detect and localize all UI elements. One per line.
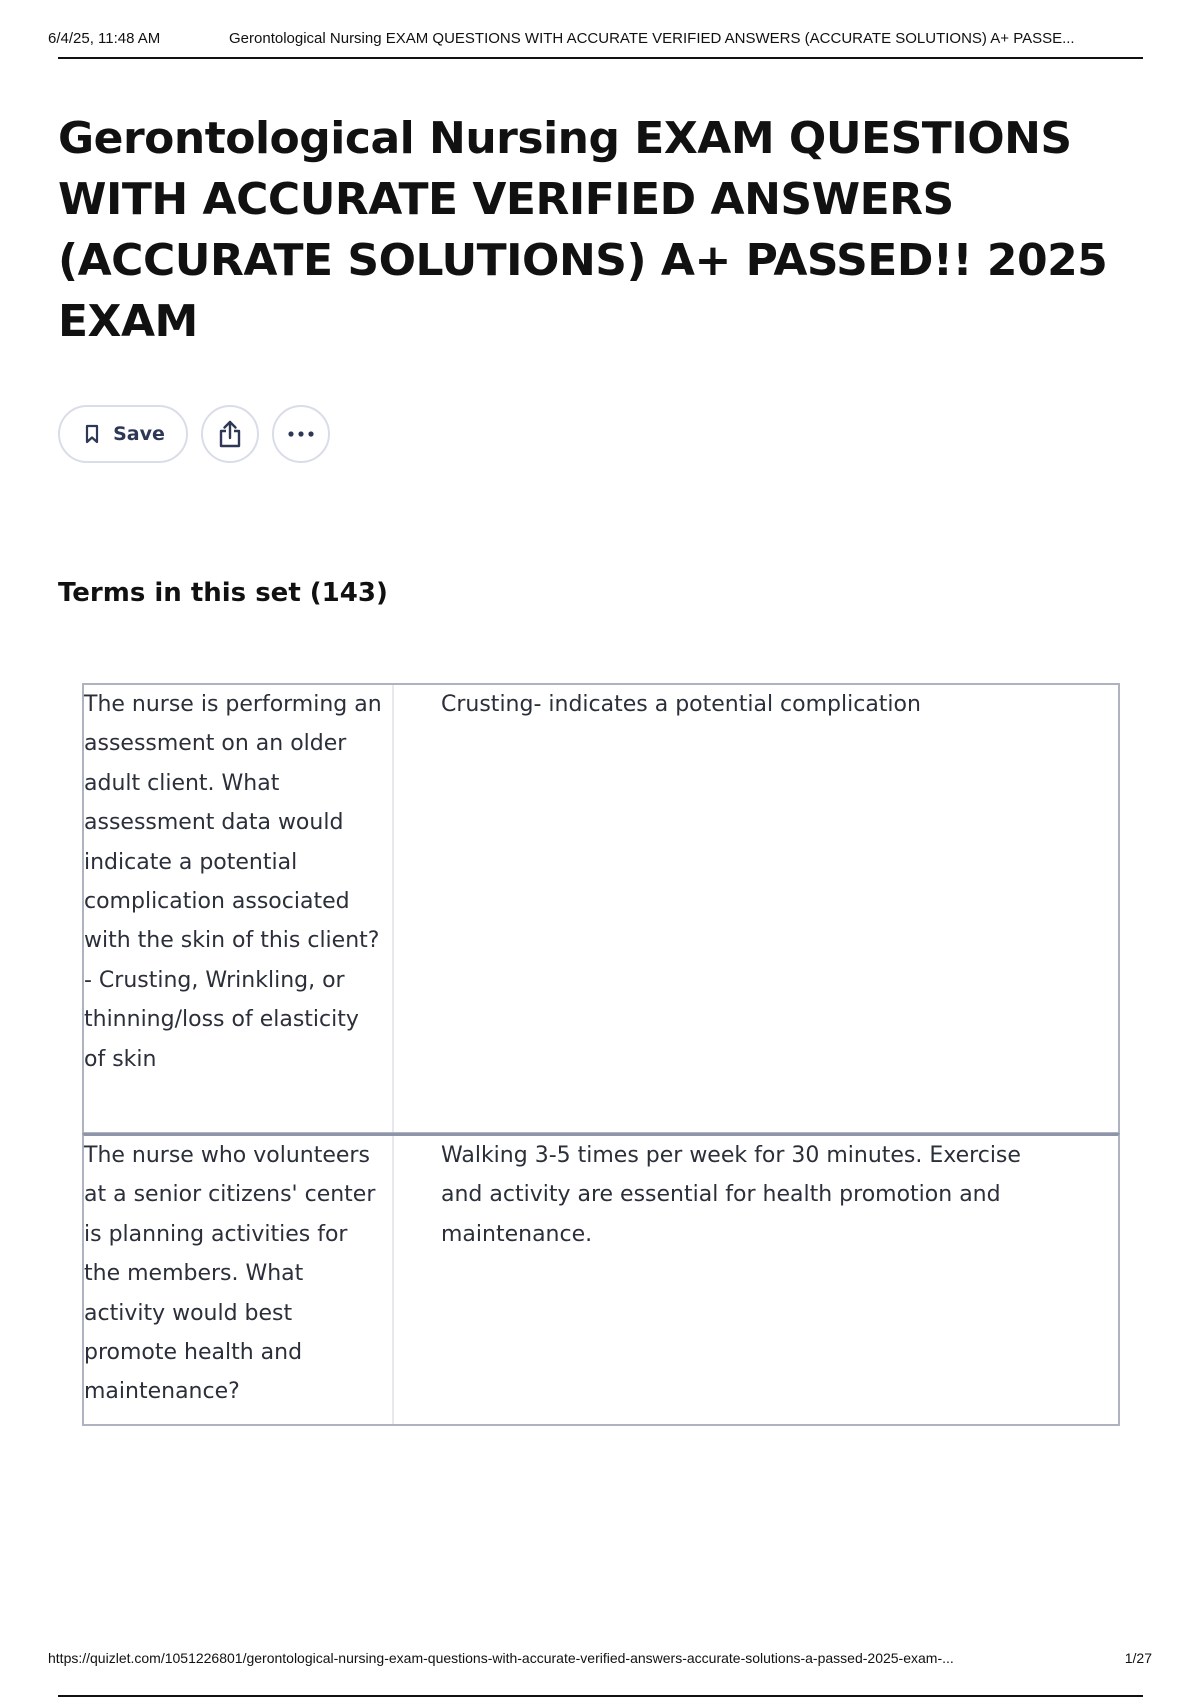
header-divider	[58, 57, 1143, 59]
term-question: The nurse who volunteers at a senior citizens' center is planning activities for the members. What activity would best promote health and maintenance?	[84, 1136, 394, 1424]
terms-list	[82, 683, 1120, 1426]
term-card	[82, 683, 1120, 1134]
set-actions-toolbar	[58, 405, 330, 463]
page-number: 1/27	[1124, 1650, 1152, 1666]
more-options-button[interactable]	[272, 405, 330, 463]
print-header	[48, 28, 1152, 50]
save-button[interactable]	[58, 405, 188, 463]
more-options-icon	[287, 430, 315, 438]
print-doc-title: Gerontological Nursing EXAM QUESTIONS WITH ACCURATE VERIFIED ANSWERS (ACCURATE SOLUTIONS) A+ PASSE...	[229, 30, 1075, 47]
term-answer: Crusting- indicates a potential complication	[441, 692, 921, 717]
term-question: The nurse is performing an assessment on an older adult client. What assessment data would indicate a potential complication associated with the skin of this client?- Crusting, Wrinkling, or thinning/loss of elasticity of skin	[84, 685, 394, 1132]
print-datetime: 6/4/25, 11:48 AM	[48, 30, 161, 47]
term-answer: Walking 3-5 times per week for 30 minutes. Exercise and activity are essential for health promotion and maintenance.	[441, 1143, 1021, 1247]
page-title: Gerontological Nursing EXAM QUESTIONS WITH ACCURATE VERIFIED ANSWERS (ACCURATE SOLUTIONS) A+ PASSED!! 2025 EXAM	[58, 113, 1108, 347]
bookmark-icon	[85, 424, 99, 444]
terms-set-heading: Terms in this set (143)	[58, 578, 388, 608]
save-button-label: Save	[113, 423, 165, 445]
footer-divider	[58, 1695, 1143, 1697]
print-url: https://quizlet.com/1051226801/gerontological-nursing-exam-questions-with-accurate-verified-answers-accurate-solutions-a-passed-2025-exam-...	[48, 1650, 954, 1666]
share-icon	[217, 419, 243, 449]
term-card	[82, 1133, 1120, 1426]
share-button[interactable]	[201, 405, 259, 463]
